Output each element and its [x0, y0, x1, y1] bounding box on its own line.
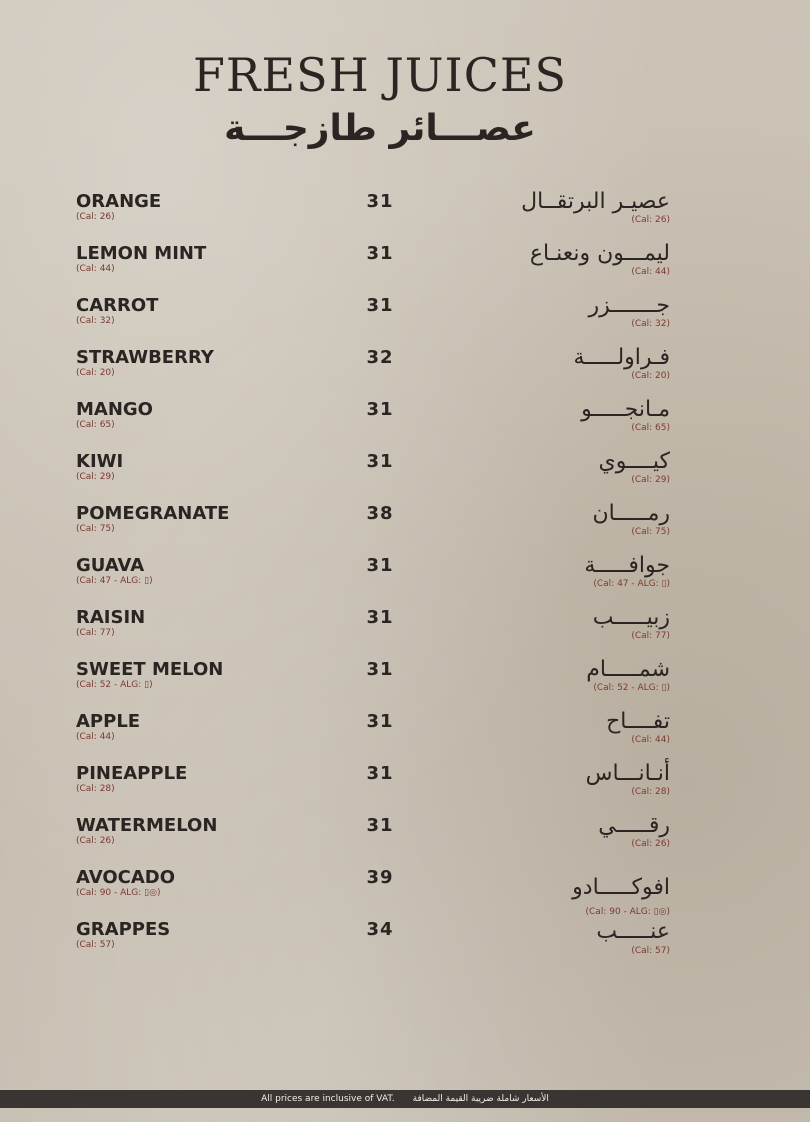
menu-item-pomegranate: [0, 503, 810, 555]
item-price: 34: [366, 919, 394, 940]
item-calories: (Cal: 90 - ALG: ▯◎): [76, 888, 161, 898]
menu-item-apple: [0, 711, 810, 763]
item-calories-arabic-side: (Cal: 44): [631, 267, 670, 277]
item-calories-arabic-side: (Cal: 26): [631, 215, 670, 225]
menu-item-watermelon: [0, 815, 810, 867]
item-price: 31: [366, 191, 394, 212]
menu-item-orange: [0, 191, 810, 243]
item-name: MANGO: [76, 399, 153, 420]
item-calories-arabic-side: (Cal: 47 - ALG: ▯): [593, 579, 670, 589]
item-calories: (Cal: 47 - ALG: ▯): [76, 576, 153, 586]
item-name: APPLE: [76, 711, 141, 732]
item-price: 31: [366, 815, 394, 836]
item-name: WATERMELON: [76, 815, 218, 836]
item-name-arabic: رمـــــان: [592, 501, 670, 526]
item-calories-arabic-side: (Cal: 29): [631, 475, 670, 485]
vat-note: All prices are inclusive of VAT.: [261, 1094, 395, 1104]
item-price: 38: [366, 503, 394, 524]
item-name-arabic: جـــــــزر: [588, 293, 670, 318]
item-name: SWEET MELON: [76, 659, 224, 680]
item-calories-arabic-side: (Cal: 75): [631, 527, 670, 537]
item-calories-arabic-side: (Cal: 65): [631, 423, 670, 433]
item-name-arabic: افوكـــــادو: [572, 875, 670, 900]
item-price: 31: [366, 451, 394, 472]
item-name: POMEGRANATE: [76, 503, 230, 524]
item-name-arabic: أنـانـــاس: [585, 761, 670, 786]
item-calories: (Cal: 44): [76, 264, 115, 274]
item-name: GUAVA: [76, 555, 145, 576]
item-calories: (Cal: 77): [76, 628, 115, 638]
item-name: CARROT: [76, 295, 159, 316]
item-calories: (Cal: 52 - ALG: ▯): [76, 680, 153, 690]
item-calories-arabic-side: (Cal: 77): [631, 631, 670, 641]
menu-item-mango: [0, 399, 810, 451]
item-price: 31: [366, 711, 394, 732]
item-name: PINEAPPLE: [76, 763, 188, 784]
item-name-arabic: فـراولـــــة: [573, 345, 670, 370]
item-name: ORANGE: [76, 191, 162, 212]
item-price: 31: [366, 763, 394, 784]
menu-item-pineapple: [0, 763, 810, 815]
item-price: 31: [366, 295, 394, 316]
item-price: 31: [366, 399, 394, 420]
item-calories-arabic-side: (Cal: 52 - ALG: ▯): [593, 683, 670, 693]
item-calories: (Cal: 65): [76, 420, 115, 430]
page-title-arabic: عصـــائر طازجـــة: [224, 108, 536, 149]
item-name-arabic: جوافـــــة: [584, 553, 670, 578]
item-price: 31: [366, 607, 394, 628]
footer-bar: [0, 1090, 810, 1108]
item-price: 32: [366, 347, 394, 368]
item-name-arabic: رقـــــي: [598, 813, 670, 838]
item-calories-arabic-side: (Cal: 20): [631, 371, 670, 381]
item-calories: (Cal: 28): [76, 784, 115, 794]
item-calories-arabic-side: (Cal: 57): [631, 946, 670, 956]
menu-item-sweet-melon: [0, 659, 810, 711]
item-name: KIWI: [76, 451, 124, 472]
item-name-arabic: زبيـــــب: [592, 605, 670, 630]
menu-item-strawberry: [0, 347, 810, 399]
item-name-arabic: عصيـر البرتقــال: [521, 189, 670, 214]
item-name-arabic: ليمـــون ونعنـاع: [529, 241, 670, 266]
item-price: 31: [366, 243, 394, 264]
item-calories: (Cal: 29): [76, 472, 115, 482]
item-price: 39: [366, 867, 394, 888]
item-calories: (Cal: 44): [76, 732, 115, 742]
item-name-arabic: تفــــاح: [606, 709, 670, 734]
item-calories-arabic-side: (Cal: 44): [631, 735, 670, 745]
menu-item-lemon-mint: [0, 243, 810, 295]
vat-note-arabic: الأسعار شاملة ضريبة القيمة المضافة: [412, 1094, 549, 1104]
menu-item-grappes: [0, 919, 810, 971]
item-calories: (Cal: 26): [76, 212, 115, 222]
item-calories-arabic-side: (Cal: 90 - ALG: ▯◎): [585, 907, 670, 917]
menu-item-raisin: [0, 607, 810, 659]
item-name-arabic: شمـــــام: [586, 657, 670, 682]
page-title: FRESH JUICES: [192, 48, 568, 102]
item-calories: (Cal: 75): [76, 524, 115, 534]
item-calories: (Cal: 32): [76, 316, 115, 326]
menu-item-kiwi: [0, 451, 810, 503]
item-calories: (Cal: 26): [76, 836, 115, 846]
item-price: 31: [366, 555, 394, 576]
item-name: STRAWBERRY: [76, 347, 214, 368]
item-calories-arabic-side: (Cal: 32): [631, 319, 670, 329]
item-name: AVOCADO: [76, 867, 176, 888]
menu-item-guava: [0, 555, 810, 607]
menu-item-carrot: [0, 295, 810, 347]
item-price: 31: [366, 659, 394, 680]
item-calories-arabic-side: (Cal: 26): [631, 839, 670, 849]
menu-item-avocado: [0, 867, 810, 919]
item-name-arabic: مـانجـــــو: [581, 397, 670, 422]
item-name: LEMON MINT: [76, 243, 207, 264]
item-calories: (Cal: 57): [76, 940, 115, 950]
item-name-arabic: كيــــوي: [598, 449, 670, 474]
item-name: GRAPPES: [76, 919, 171, 940]
item-name-arabic: عنـــــب: [596, 919, 670, 944]
item-calories-arabic-side: (Cal: 28): [631, 787, 670, 797]
item-name: RAISIN: [76, 607, 146, 628]
item-calories: (Cal: 20): [76, 368, 115, 378]
